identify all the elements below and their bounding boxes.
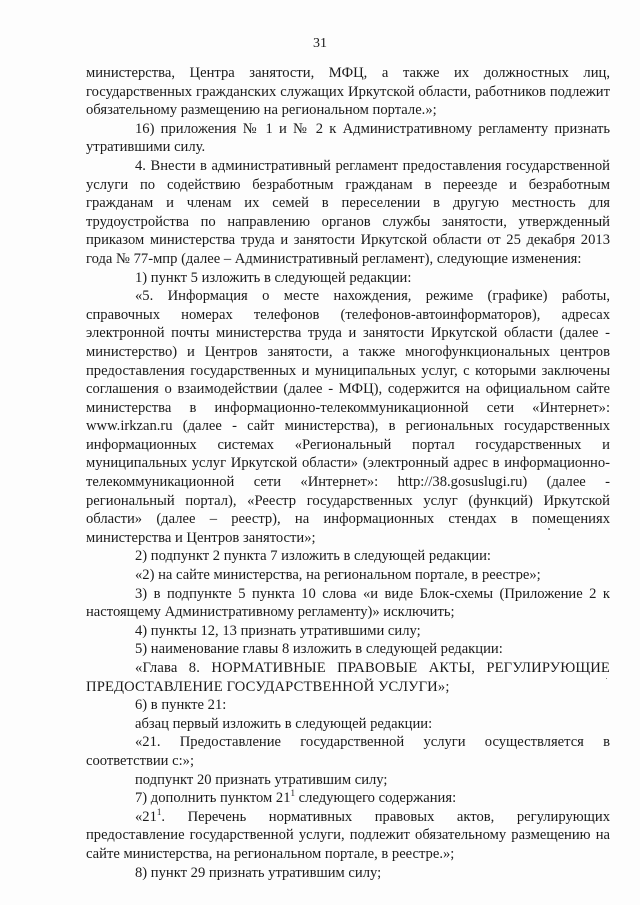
paragraph-p11: «Глава 8. НОРМАТИВНЫЕ ПРАВОВЫЕ АКТЫ, РЕГУЛИРУЮЩИЕ ПРЕДОСТАВЛЕНИЕ ГОСУДАРСТВЕННОЙ УСЛУГИ»; bbox=[86, 660, 610, 695]
p17-superscript: 1 bbox=[156, 806, 162, 817]
paragraph-p6: 2) подпункт 2 пункта 7 изложить в следующей редакции: bbox=[135, 548, 491, 565]
p16-text-after: следующего содержания: bbox=[295, 790, 457, 807]
paragraph-p17 bbox=[86, 808, 610, 864]
paragraph-p16 bbox=[86, 789, 610, 808]
paragraph-p10: 5) наименование главы 8 изложить в следующей редакции: bbox=[135, 641, 503, 658]
paragraph-p1: министерства, Центра занятости, МФЦ, а также их должностных лиц, государственных гражданских служащих Иркутской области, работников подлежит обязательному размещению на региональном портале.»; bbox=[86, 65, 610, 119]
paragraph-p18: 8) пункт 29 признать утратившим силу; bbox=[135, 864, 382, 881]
paragraph-p12: 6) в пункте 21: bbox=[135, 697, 227, 714]
scan-speck bbox=[606, 678, 607, 679]
paragraph-list bbox=[86, 64, 610, 789]
scan-speck bbox=[548, 528, 550, 530]
paragraph-p3: 4. Внести в административный регламент предоставления государственной услуги по содействию безработным гражданам в переезде и безработным гражданам и членам их семей в переселении в другую местность для трудоустройства по направлению органов службы занятости, утвержденный приказом министерства труда и занятости Иркутской области от 25 декабря 2013 года № 77-мпр (далее – Административный регламент), следующие изменения: bbox=[86, 157, 610, 267]
page-number: 31 bbox=[313, 36, 327, 51]
paragraph-p8: 3) в подпункте 5 пункта 10 слова «и виде Блок-схемы (Приложение 2 к настоящему Административному регламенту)» исключить; bbox=[86, 585, 610, 621]
paragraph-p2: 16) приложения № 1 и № 2 к Административному регламенту признать утратившими силу. bbox=[86, 120, 610, 156]
p17-text-after: . Перечень нормативных правовых актов, регулирующих предоставление государственной услуги, подлежит обязательному размещению на сайте министерства, на региональном портале, в реестре.»; bbox=[86, 808, 610, 862]
paragraph-p7: «2) на сайте министерства, на региональном портале, в реестре»; bbox=[135, 567, 541, 584]
p17-text-before: «21 bbox=[135, 808, 157, 825]
paragraph-p5: «5. Информация о месте нахождения, режиме (графике) работы, справочных номерах телефонов (телефонов-автоинформаторов), адресах электронной почты министерства труда и занятости Иркутской области (далее - министерство) и Центров занятости, а также многофункциональных центров предоставления государственных и муниципальных услуг, с которыми заключены соглашения о взаимодействии (далее - МФЦ), содержится на официальном сайте министерства в информационно-телекоммуникационной сети «Интернет»: www.irkzan.ru (далее - сайт министерства), в региональных государственных информационных системах «Региональный портал государственных и муниципальных услуг Иркутской области» (электронный адрес в информационно-телекоммуникационной сети «Интернет»: http://38.gosuslugi.ru) (далее - региональный портал), «Реестр государственных услуг (функций) Иркутской области» (далее – реестр), на информационных стендах в помещениях министерства и Центров занятости»; bbox=[86, 288, 610, 546]
paragraph-p4: 1) пункт 5 изложить в следующей редакции: bbox=[135, 269, 412, 286]
paragraph-p15: подпункт 20 признать утратившим силу; bbox=[135, 771, 388, 788]
paragraph-p14: «21. Предоставление государственной услуги осуществляется в соответствии с:»; bbox=[86, 734, 610, 769]
document-body bbox=[86, 64, 610, 882]
paragraph-p13: абзац первый изложить в следующей редакции: bbox=[135, 715, 433, 732]
p16-text-before: 7) дополнить пунктом 21 bbox=[135, 790, 291, 807]
paragraph-p9: 4) пункты 12, 13 признать утратившими силу; bbox=[135, 622, 421, 639]
p16-superscript: 1 bbox=[290, 788, 296, 799]
